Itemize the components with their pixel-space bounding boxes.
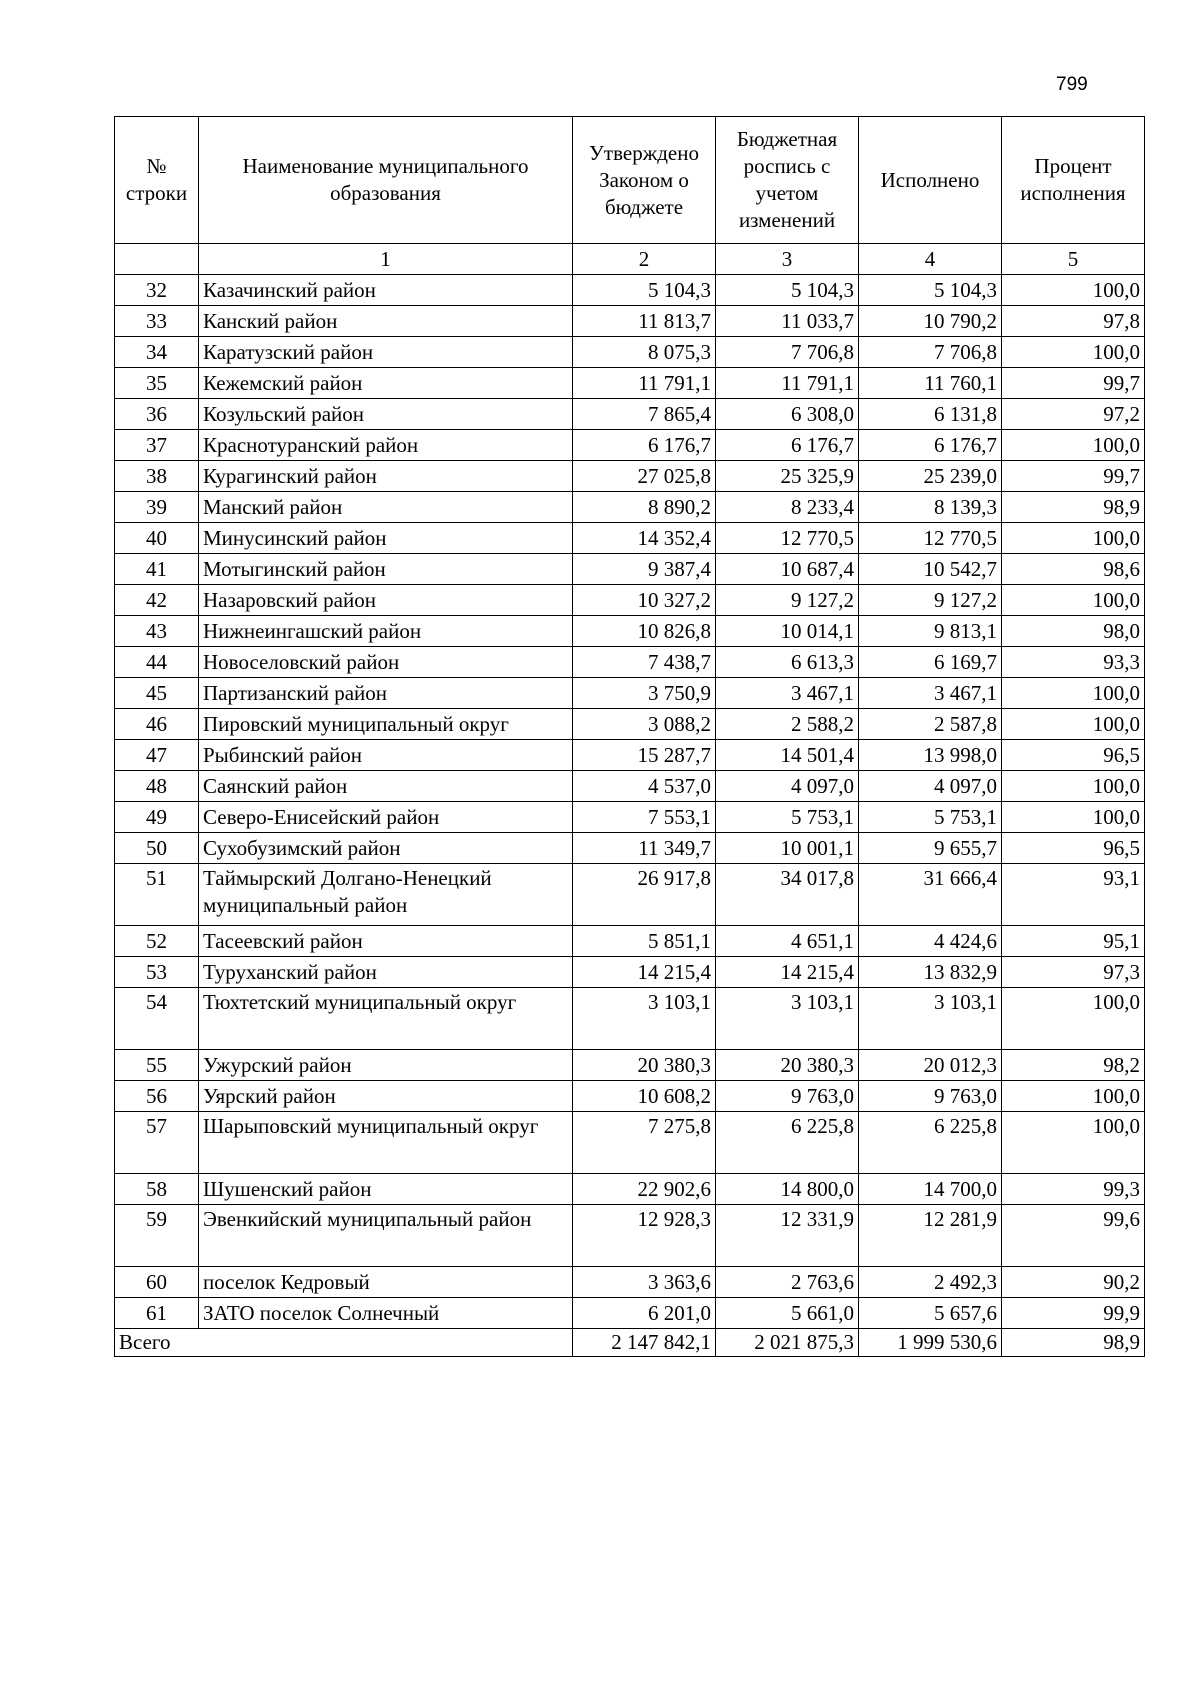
total-percent: 98,9 — [1002, 1329, 1145, 1357]
column-number: 4 — [859, 244, 1002, 275]
approved-amount: 4 537,0 — [573, 771, 716, 802]
schedule-amount: 5 753,1 — [716, 802, 859, 833]
table-row — [115, 399, 1145, 430]
schedule-amount: 12 331,9 — [716, 1205, 859, 1267]
header-row — [115, 117, 1145, 244]
approved-amount: 5 851,1 — [573, 926, 716, 957]
municipality-name: Каратузский район — [199, 337, 573, 368]
header-percent: Процент исполнения — [1002, 117, 1145, 244]
schedule-amount: 6 308,0 — [716, 399, 859, 430]
executed-amount: 3 467,1 — [859, 678, 1002, 709]
row-number: 51 — [115, 864, 199, 926]
page-number: 799 — [1056, 74, 1088, 95]
total-executed: 1 999 530,6 — [859, 1329, 1002, 1357]
municipality-name: Туруханский район — [199, 957, 573, 988]
approved-amount: 3 750,9 — [573, 678, 716, 709]
table-row — [115, 616, 1145, 647]
execution-percent: 95,1 — [1002, 926, 1145, 957]
schedule-amount: 9 763,0 — [716, 1081, 859, 1112]
execution-percent: 97,3 — [1002, 957, 1145, 988]
row-number: 47 — [115, 740, 199, 771]
schedule-amount: 10 001,1 — [716, 833, 859, 864]
municipality-name: Курагинский район — [199, 461, 573, 492]
table-row — [115, 1081, 1145, 1112]
executed-amount: 12 281,9 — [859, 1205, 1002, 1267]
schedule-amount: 5 661,0 — [716, 1298, 859, 1329]
executed-amount: 6 131,8 — [859, 399, 1002, 430]
execution-percent: 100,0 — [1002, 275, 1145, 306]
row-number: 54 — [115, 988, 199, 1050]
approved-amount: 14 215,4 — [573, 957, 716, 988]
schedule-amount: 20 380,3 — [716, 1050, 859, 1081]
schedule-amount: 12 770,5 — [716, 523, 859, 554]
approved-amount: 5 104,3 — [573, 275, 716, 306]
table-row — [115, 678, 1145, 709]
approved-amount: 14 352,4 — [573, 523, 716, 554]
approved-amount: 11 791,1 — [573, 368, 716, 399]
approved-amount: 15 287,7 — [573, 740, 716, 771]
execution-percent: 100,0 — [1002, 430, 1145, 461]
approved-amount: 7 438,7 — [573, 647, 716, 678]
schedule-amount: 11 791,1 — [716, 368, 859, 399]
row-number: 46 — [115, 709, 199, 740]
schedule-amount: 10 687,4 — [716, 554, 859, 585]
total-label: Всего — [115, 1329, 573, 1357]
column-number: 2 — [573, 244, 716, 275]
execution-percent: 93,3 — [1002, 647, 1145, 678]
table-row — [115, 337, 1145, 368]
executed-amount: 9 763,0 — [859, 1081, 1002, 1112]
approved-amount: 8 890,2 — [573, 492, 716, 523]
approved-amount: 11 813,7 — [573, 306, 716, 337]
header-schedule: Бюджетная роспись с учетом изменений — [716, 117, 859, 244]
table-row — [115, 1298, 1145, 1329]
table-row — [115, 833, 1145, 864]
schedule-amount: 10 014,1 — [716, 616, 859, 647]
row-number: 43 — [115, 616, 199, 647]
schedule-amount: 3 467,1 — [716, 678, 859, 709]
header-executed: Исполнено — [859, 117, 1002, 244]
executed-amount: 10 542,7 — [859, 554, 1002, 585]
row-number: 57 — [115, 1112, 199, 1174]
total-schedule: 2 021 875,3 — [716, 1329, 859, 1357]
execution-percent: 99,7 — [1002, 461, 1145, 492]
table-header — [115, 117, 1145, 275]
table-row — [115, 802, 1145, 833]
executed-amount: 2 587,8 — [859, 709, 1002, 740]
municipality-name: Саянский район — [199, 771, 573, 802]
approved-amount: 12 928,3 — [573, 1205, 716, 1267]
row-number: 52 — [115, 926, 199, 957]
execution-percent: 98,0 — [1002, 616, 1145, 647]
row-number: 48 — [115, 771, 199, 802]
execution-percent: 90,2 — [1002, 1267, 1145, 1298]
municipality-name: Ужурский район — [199, 1050, 573, 1081]
municipality-name: Шушенский район — [199, 1174, 573, 1205]
executed-amount: 3 103,1 — [859, 988, 1002, 1050]
approved-amount: 10 826,8 — [573, 616, 716, 647]
municipality-name: Краснотуранский район — [199, 430, 573, 461]
municipality-name: поселок Кедровый — [199, 1267, 573, 1298]
execution-percent: 100,0 — [1002, 337, 1145, 368]
column-numbers-row — [115, 244, 1145, 275]
schedule-amount: 4 097,0 — [716, 771, 859, 802]
column-number: 3 — [716, 244, 859, 275]
table-row — [115, 709, 1145, 740]
municipality-name: Пировский муниципальный округ — [199, 709, 573, 740]
municipality-name: Рыбинский район — [199, 740, 573, 771]
schedule-amount: 6 613,3 — [716, 647, 859, 678]
executed-amount: 6 169,7 — [859, 647, 1002, 678]
table-row — [115, 275, 1145, 306]
executed-amount: 5 657,6 — [859, 1298, 1002, 1329]
approved-amount: 10 327,2 — [573, 585, 716, 616]
table-row — [115, 306, 1145, 337]
column-number: 5 — [1002, 244, 1145, 275]
schedule-amount: 25 325,9 — [716, 461, 859, 492]
schedule-amount: 8 233,4 — [716, 492, 859, 523]
municipality-name: Назаровский район — [199, 585, 573, 616]
approved-amount: 11 349,7 — [573, 833, 716, 864]
municipality-name: Казачинский район — [199, 275, 573, 306]
table-row — [115, 1112, 1145, 1174]
execution-percent: 100,0 — [1002, 678, 1145, 709]
schedule-amount: 9 127,2 — [716, 585, 859, 616]
table-row — [115, 647, 1145, 678]
execution-percent: 99,7 — [1002, 368, 1145, 399]
execution-percent: 99,9 — [1002, 1298, 1145, 1329]
executed-amount: 5 104,3 — [859, 275, 1002, 306]
table-row — [115, 461, 1145, 492]
row-number: 55 — [115, 1050, 199, 1081]
table-row — [115, 1050, 1145, 1081]
row-number: 61 — [115, 1298, 199, 1329]
executed-amount: 6 225,8 — [859, 1112, 1002, 1174]
table-row — [115, 740, 1145, 771]
execution-percent: 99,6 — [1002, 1205, 1145, 1267]
row-number: 60 — [115, 1267, 199, 1298]
municipality-name: Мотыгинский район — [199, 554, 573, 585]
municipality-name: Минусинский район — [199, 523, 573, 554]
executed-amount: 31 666,4 — [859, 864, 1002, 926]
table-row — [115, 523, 1145, 554]
row-number: 59 — [115, 1205, 199, 1267]
approved-amount: 6 201,0 — [573, 1298, 716, 1329]
execution-percent: 99,3 — [1002, 1174, 1145, 1205]
row-number: 42 — [115, 585, 199, 616]
row-number: 40 — [115, 523, 199, 554]
municipality-name: Канский район — [199, 306, 573, 337]
approved-amount: 6 176,7 — [573, 430, 716, 461]
executed-amount: 12 770,5 — [859, 523, 1002, 554]
row-number: 56 — [115, 1081, 199, 1112]
execution-percent: 98,2 — [1002, 1050, 1145, 1081]
schedule-amount: 5 104,3 — [716, 275, 859, 306]
approved-amount: 3 103,1 — [573, 988, 716, 1050]
table-row — [115, 554, 1145, 585]
approved-amount: 7 865,4 — [573, 399, 716, 430]
header-approved: Утверждено Законом о бюджете — [573, 117, 716, 244]
municipality-name: Эвенкийский муниципальный район — [199, 1205, 573, 1267]
executed-amount: 13 998,0 — [859, 740, 1002, 771]
executed-amount: 9 127,2 — [859, 585, 1002, 616]
table-row — [115, 957, 1145, 988]
municipality-name: Нижнеингашский район — [199, 616, 573, 647]
executed-amount: 2 492,3 — [859, 1267, 1002, 1298]
execution-percent: 100,0 — [1002, 988, 1145, 1050]
municipality-name: Новоселовский район — [199, 647, 573, 678]
schedule-amount: 2 588,2 — [716, 709, 859, 740]
table-row — [115, 1174, 1145, 1205]
executed-amount: 4 097,0 — [859, 771, 1002, 802]
municipality-name: Манский район — [199, 492, 573, 523]
approved-amount: 9 387,4 — [573, 554, 716, 585]
header-num: № строки — [115, 117, 199, 244]
schedule-amount: 14 501,4 — [716, 740, 859, 771]
executed-amount: 20 012,3 — [859, 1050, 1002, 1081]
table-row — [115, 988, 1145, 1050]
row-number: 32 — [115, 275, 199, 306]
schedule-amount: 2 763,6 — [716, 1267, 859, 1298]
row-number: 39 — [115, 492, 199, 523]
executed-amount: 11 760,1 — [859, 368, 1002, 399]
municipality-name: Таймырский Долгано-Ненецкий муниципальный район — [199, 864, 573, 926]
row-number: 44 — [115, 647, 199, 678]
approved-amount: 10 608,2 — [573, 1081, 716, 1112]
municipality-name: Козульский район — [199, 399, 573, 430]
total-row — [115, 1329, 1145, 1357]
table-row — [115, 430, 1145, 461]
execution-percent: 97,8 — [1002, 306, 1145, 337]
executed-amount: 9 813,1 — [859, 616, 1002, 647]
municipality-name: Уярский район — [199, 1081, 573, 1112]
row-number: 49 — [115, 802, 199, 833]
row-number: 45 — [115, 678, 199, 709]
schedule-amount: 34 017,8 — [716, 864, 859, 926]
schedule-amount: 14 215,4 — [716, 957, 859, 988]
execution-percent: 100,0 — [1002, 709, 1145, 740]
execution-percent: 98,6 — [1002, 554, 1145, 585]
executed-amount: 6 176,7 — [859, 430, 1002, 461]
approved-amount: 26 917,8 — [573, 864, 716, 926]
execution-percent: 100,0 — [1002, 1112, 1145, 1174]
municipality-name: Кежемский район — [199, 368, 573, 399]
municipality-name: Шарыповский муниципальный округ — [199, 1112, 573, 1174]
approved-amount: 3 088,2 — [573, 709, 716, 740]
approved-amount: 20 380,3 — [573, 1050, 716, 1081]
executed-amount: 13 832,9 — [859, 957, 1002, 988]
execution-percent: 100,0 — [1002, 802, 1145, 833]
row-number: 36 — [115, 399, 199, 430]
approved-amount: 7 275,8 — [573, 1112, 716, 1174]
approved-amount: 8 075,3 — [573, 337, 716, 368]
execution-percent: 98,9 — [1002, 492, 1145, 523]
approved-amount: 3 363,6 — [573, 1267, 716, 1298]
schedule-amount: 3 103,1 — [716, 988, 859, 1050]
execution-percent: 100,0 — [1002, 1081, 1145, 1112]
execution-percent: 96,5 — [1002, 833, 1145, 864]
table-body — [115, 275, 1145, 1329]
executed-amount: 7 706,8 — [859, 337, 1002, 368]
table-row — [115, 1205, 1145, 1267]
row-number: 34 — [115, 337, 199, 368]
executed-amount: 14 700,0 — [859, 1174, 1002, 1205]
execution-percent: 93,1 — [1002, 864, 1145, 926]
row-number: 37 — [115, 430, 199, 461]
executed-amount: 8 139,3 — [859, 492, 1002, 523]
executed-amount: 25 239,0 — [859, 461, 1002, 492]
execution-percent: 97,2 — [1002, 399, 1145, 430]
schedule-amount: 7 706,8 — [716, 337, 859, 368]
table-row — [115, 585, 1145, 616]
table-row — [115, 368, 1145, 399]
executed-amount: 4 424,6 — [859, 926, 1002, 957]
header-name: Наименование муниципального образования — [199, 117, 573, 244]
column-number — [115, 244, 199, 275]
total-approved: 2 147 842,1 — [573, 1329, 716, 1357]
municipality-name: Северо-Енисейский район — [199, 802, 573, 833]
schedule-amount: 6 225,8 — [716, 1112, 859, 1174]
approved-amount: 22 902,6 — [573, 1174, 716, 1205]
executed-amount: 9 655,7 — [859, 833, 1002, 864]
column-number: 1 — [199, 244, 573, 275]
executed-amount: 5 753,1 — [859, 802, 1002, 833]
table-row — [115, 926, 1145, 957]
budget-execution-table — [114, 116, 1145, 1357]
row-number: 53 — [115, 957, 199, 988]
table-row — [115, 771, 1145, 802]
approved-amount: 7 553,1 — [573, 802, 716, 833]
table-row — [115, 864, 1145, 926]
row-number: 33 — [115, 306, 199, 337]
row-number: 58 — [115, 1174, 199, 1205]
schedule-amount: 4 651,1 — [716, 926, 859, 957]
approved-amount: 27 025,8 — [573, 461, 716, 492]
row-number: 38 — [115, 461, 199, 492]
schedule-amount: 14 800,0 — [716, 1174, 859, 1205]
row-number: 50 — [115, 833, 199, 864]
row-number: 35 — [115, 368, 199, 399]
execution-percent: 100,0 — [1002, 771, 1145, 802]
execution-percent: 96,5 — [1002, 740, 1145, 771]
municipality-name: Сухобузимский район — [199, 833, 573, 864]
municipality-name: Тасеевский район — [199, 926, 573, 957]
municipality-name: Партизанский район — [199, 678, 573, 709]
municipality-name: ЗАТО поселок Солнечный — [199, 1298, 573, 1329]
row-number: 41 — [115, 554, 199, 585]
municipality-name: Тюхтетский муниципальный округ — [199, 988, 573, 1050]
execution-percent: 100,0 — [1002, 523, 1145, 554]
schedule-amount: 11 033,7 — [716, 306, 859, 337]
execution-percent: 100,0 — [1002, 585, 1145, 616]
table-footer — [115, 1329, 1145, 1357]
table-row — [115, 492, 1145, 523]
executed-amount: 10 790,2 — [859, 306, 1002, 337]
table-row — [115, 1267, 1145, 1298]
schedule-amount: 6 176,7 — [716, 430, 859, 461]
